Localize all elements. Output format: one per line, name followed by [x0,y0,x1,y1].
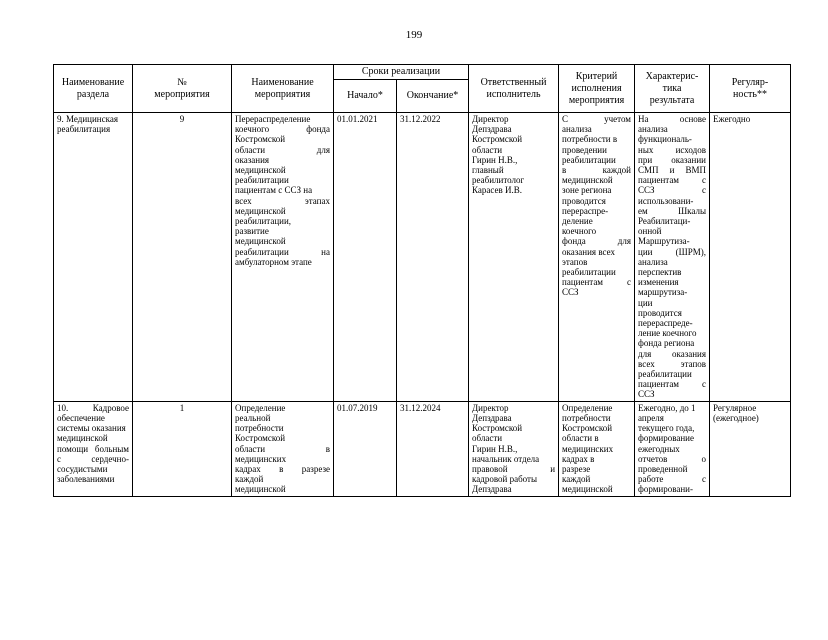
event-text-line: Костромской [235,433,286,444]
section-text-line: медицинской [57,433,108,444]
result-text-line: ных исходов [638,144,707,155]
header-responsible-line: Ответственный [480,76,547,88]
criterion-text-line: анализа [562,124,592,135]
responsible-text-line: кадровой работы [472,474,538,485]
header-responsible-line: исполнитель [486,88,541,100]
criterion-text-line: Костромской [562,423,613,434]
event-text-line: реабилитации на [235,246,330,257]
section-text-line: помощи больным [57,443,129,454]
responsible-text-line: области [472,144,503,155]
responsible-text-line: Костромской [472,134,523,145]
criterion-text-line: зоне региона [562,185,612,196]
result-text-line: при оказании [638,154,707,165]
event-text-line: потребности [235,423,284,434]
header-event [232,65,334,113]
section-text-line: сосудистыми [57,463,108,474]
section-text-line: 10. Кадровое [57,402,129,413]
event-text-line: Определение [235,402,286,413]
page-number: 199 [405,29,423,41]
result-text-line: маршрутиза- [638,287,688,298]
event-text-line: медицинской [235,484,286,495]
event-text-line: Костромской [235,134,286,145]
result-text-line: проводится [638,307,682,318]
section-text-line: 9. Медицинская [57,114,118,124]
responsible-text-line: Депздрава [472,124,512,135]
responsible-text-line: Гирин Н.В., [472,154,518,165]
section-text-line: заболеваниями [57,474,115,485]
event-text-line: Перераспределение [235,114,311,124]
event-text-line: всех этапах [235,195,330,206]
result-text-line: Реабилитаци- [638,216,691,227]
result-text-line: анализа [638,256,668,267]
header-criterion-line: мероприятия [568,94,625,106]
responsible-text-line: Директор [472,114,509,124]
result-text-line: анализа [638,124,668,135]
event-text-line: медицинской [235,205,286,216]
header-event-line: Наименование [251,76,314,88]
header-event-line: мероприятия [254,88,311,100]
criterion-text-line: области в [562,433,599,444]
cell-start: 01.07.2019 [334,401,397,496]
responsible-text-line: Директор [472,402,509,413]
result-text-line: проведенной [638,463,688,474]
cell-regularity [710,401,791,496]
table-row [54,401,791,496]
responsible-text-line: реабилитолог [472,175,525,186]
header-result-line: результата [649,94,695,106]
event-text-line: области для [235,144,330,155]
event-text-line: реальной [235,412,271,423]
result-text-line: Маршрутиза- [638,236,690,247]
cell-event [232,113,334,402]
responsible-text-line: Костромской [472,423,523,434]
responsible-text-line: Депздрава [472,484,512,495]
result-text-line: онной [638,226,662,237]
event-text-line: реабилитации, [235,216,292,227]
result-text-line: На основе [638,114,707,124]
criterion-text-line: реабилитации [562,267,616,278]
cell-result [635,113,710,402]
event-text-line: оказания [235,154,270,165]
criterion-text-line: потребности в [562,134,618,145]
cell-end: 31.12.2022 [397,113,469,402]
result-text-line: формировани- [638,484,693,495]
event-text-line: развитие [235,226,269,237]
criterion-text-line: коечного [562,226,597,237]
header-result-line: Характерис- [645,70,699,82]
section-text-line: обеспечение [57,412,105,423]
header-number-line: мероприятия [154,88,210,100]
cell-start: 01.01.2021 [334,113,397,402]
header-criterion-line: исполнения [571,82,622,94]
regularity-text-line: Ежегодно [713,114,751,124]
result-text-line: работе с [638,474,707,485]
regularity-text-line: Регулярное [713,402,757,413]
header-responsible [469,65,559,113]
criterion-text-line: Определение [562,402,613,413]
header-end: Окончание* [397,80,469,113]
cell-responsible [469,113,559,402]
criterion-text-line: проведении [562,144,607,155]
criterion-text-line: реабилитации [562,154,616,165]
result-text-line: пациентам с [638,379,707,390]
header-regularity [710,65,791,113]
header-section-line: раздела [76,88,110,100]
criterion-text-line: оказания всех [562,246,615,257]
result-text-line: для оказания [638,348,707,359]
result-text-line: пациентам с [638,175,707,186]
cell-end: 31.12.2024 [397,401,469,496]
header-regularity-line: ность** [733,88,767,100]
responsible-text-line: Гирин Н.В., [472,443,518,454]
regularity-text-line: (ежегодное) [713,412,759,423]
cell-criterion [559,113,635,402]
criterion-text-line: медицинских [562,443,614,454]
cell-criterion [559,401,635,496]
criterion-text-line: потребности [562,412,611,423]
responsible-text-line: Карасев И.В. [472,185,522,196]
result-text-line: ции (ШРМ), [638,246,707,257]
event-text-line: амбулаторном этапе [235,256,312,267]
header-terms: Сроки реализации [334,65,469,80]
responsible-text-line: области [472,433,503,444]
responsible-text-line: правовой и [472,463,556,474]
header-criterion [559,65,635,113]
section-text-line: с сердечно- [57,453,129,464]
criterion-text-line: проводится [562,195,606,206]
cell-number: 9 [133,113,232,402]
criterion-text-line: фонда для [562,236,632,247]
result-text-line: всех этапов [638,358,707,369]
event-text-line: области в [235,443,330,454]
header-number-line: № [177,76,187,88]
activity-plan-table [53,64,791,497]
result-text-line: фонда региона [638,338,695,349]
criterion-text-line: медицинской [562,175,613,186]
criterion-text-line: пациентам с [562,277,632,288]
result-text-line: изменения [638,277,679,288]
result-text-line: ежегодных [638,443,680,454]
responsible-text-line: начальник отдела [472,453,540,464]
cell-event [232,401,334,496]
result-text-line: использовани- [638,195,694,206]
cell-section [54,113,133,402]
event-text-line: медицинской [235,165,286,176]
result-text-line: ление коечного [638,328,697,339]
header-result-line: тика [662,82,682,94]
result-text-line: формирование [638,433,694,444]
criterion-text-line: в каждой [562,165,632,176]
event-text-line: медицинской [235,236,286,247]
event-text-line: коечного фонда [235,124,330,135]
header-regularity-line: Регуляр- [731,76,769,88]
table-row [54,113,791,402]
criterion-text-line: С учетом [562,114,632,124]
cell-result [635,401,710,496]
criterion-text-line: разрезе [562,463,591,474]
header-number [133,65,232,113]
result-text-line: функциональ- [638,134,692,145]
criterion-text-line: деление [562,216,593,227]
result-text-line: апреля [638,412,664,423]
result-text-line: ции [638,297,653,308]
criterion-text-line: каждой [562,474,591,485]
responsible-text-line: Депздрава [472,412,512,423]
result-text-line: ССЗ с [638,185,707,196]
header-row [54,65,791,80]
section-text-line: системы оказания [57,423,126,434]
cell-responsible [469,401,559,496]
header-result [635,65,710,113]
criterion-text-line: ССЗ [562,287,579,298]
result-text-line: отчетов о [638,453,707,464]
event-text-line: медицинских [235,453,287,464]
event-text-line: каждой [235,474,264,485]
result-text-line: текущего года, [638,423,695,434]
criterion-text-line: кадрах в [562,453,595,464]
event-text-line: реабилитации [235,175,289,186]
result-text-line: перераспреде- [638,318,693,329]
criterion-text-line: медицинской [562,484,613,495]
result-text-line: перспектив [638,267,682,278]
header-section-line: Наименование [61,76,125,88]
result-text-line: СМП и ВМП [638,165,707,176]
cell-number: 1 [133,401,232,496]
result-text-line: ССЗ [638,389,655,400]
header-start: Начало* [334,80,397,113]
cell-regularity [710,113,791,402]
header-section [54,65,133,113]
section-text-line: реабилитация [57,124,111,135]
responsible-text-line: главный [472,165,504,176]
header-criterion-line: Критерий [575,70,618,82]
event-text-line: пациентам с ССЗ на [235,185,313,196]
criterion-text-line: этапов [562,256,588,267]
event-text-line: кадрах в разрезе [235,463,330,474]
result-text-line: Ежегодно, до 1 [638,402,696,413]
result-text-line: реабилитации [638,369,692,380]
criterion-text-line: перераспре- [562,205,609,216]
cell-section [54,401,133,496]
result-text-line: ем Шкалы [638,205,707,216]
